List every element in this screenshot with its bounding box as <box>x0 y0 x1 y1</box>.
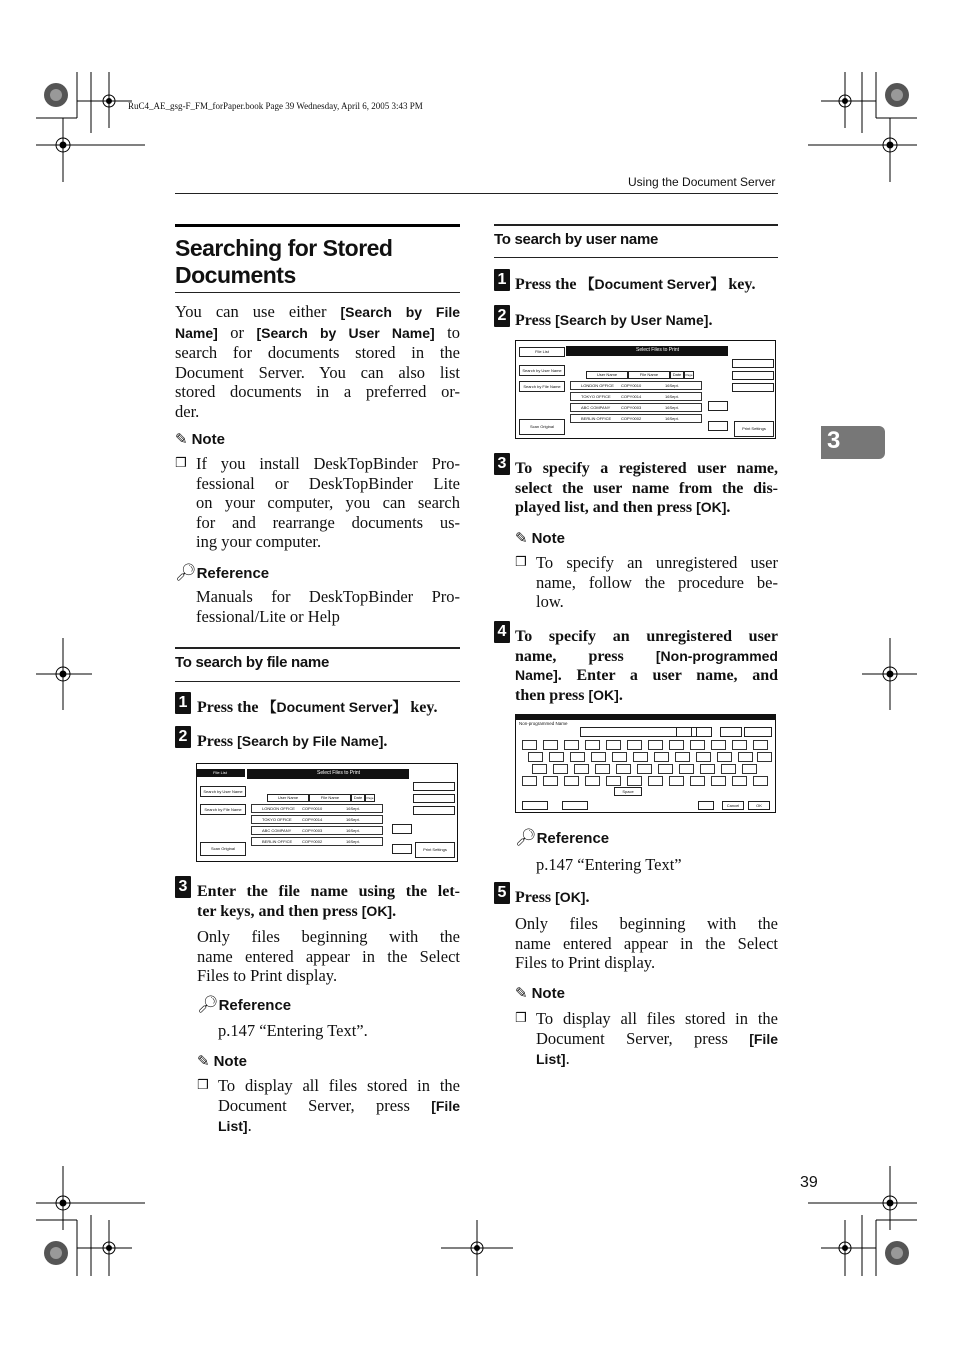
reference-block-1: 🔎︎Reference <box>175 563 270 582</box>
print-info: RuC4_AE_gsg-F_FM_forPaper.book Page 39 Wednesday, April 6, 2005 3:43 PM <box>128 101 423 111</box>
step-number: 1 <box>494 269 510 291</box>
note-block-1: ✎ Note <box>175 431 225 448</box>
note1-text: If you install DeskTopBinder Pro- fessional or DeskTopBinder Lite on your computer, you can search for and rearrange documents us- ing your computer. <box>196 454 460 552</box>
keyboard-screen: Non-programmed Name Space Cancel OK <box>515 714 776 813</box>
pencil-icon: ✎ <box>515 986 528 1002</box>
pencil-icon: ✎ <box>197 1054 210 1070</box>
note-block-4: ✎ Note <box>515 985 565 1002</box>
note-block-3: ✎ Note <box>515 530 565 547</box>
note-block-2: ✎ Note <box>197 1053 247 1070</box>
checkbox-bullet-icon: ❒ <box>515 1011 527 1026</box>
file-step-2: Press [Search by File Name]. <box>197 733 388 750</box>
user-step-1: Press the 【Document Server】 key. <box>515 276 756 293</box>
user-section-rule-bottom <box>494 257 778 258</box>
user-step-4: To specify an unregistered user name, press [Non-programmed Name]. Enter a user name, and then press [OK]. <box>515 628 778 704</box>
user-note-text: To specify an unregistered user name, follow the procedure be- low. <box>536 553 778 612</box>
step-number: 5 <box>494 882 510 904</box>
user-step-5: Press [OK]. <box>515 889 590 906</box>
select-files-screen-file: File List Select Files to Print Search by User Name Search by File Name Scan Original User Name File Name Date Page LONDON OFFICE COPY0010 16Sept. TOKYO OFFICE COPY0014 16Sept. ABC COMPANY COPY0003 16Sept. BERLIN OFFICE COPY0002 16Sept. Print Settings <box>196 763 458 862</box>
file-section-heading: To search by file name <box>175 654 330 671</box>
magnifier-icon: 🔎︎ <box>515 828 537 847</box>
file-reference-text: p.147 “Entering Text”. <box>218 1021 368 1040</box>
user-step-2: Press [Search by User Name]. <box>515 312 713 329</box>
pencil-icon: ✎ <box>175 432 188 448</box>
reference-block-2: 🔎︎Reference <box>197 995 292 1014</box>
chapter-tab: 3 <box>821 426 885 459</box>
file-section-rule-top <box>175 647 460 649</box>
search-by-user-key: [Search by User Name] <box>256 324 435 341</box>
magnifier-icon: 🔎︎ <box>197 995 219 1014</box>
step-number: 3 <box>175 876 191 898</box>
search-by-file-key: [Search by File <box>340 304 461 320</box>
magnifier-icon: 🔎︎ <box>175 563 197 582</box>
step-number: 2 <box>175 726 191 748</box>
file-section-rule-bottom <box>175 681 460 682</box>
user-step-3: To specify a registered user name, select the user name from the dis- played list, and then press [OK]. <box>515 460 778 517</box>
file-step-3-body: Only files beginning with the name entered appear in the Select Files to Print display. <box>197 927 460 986</box>
select-files-screen-user: Select Files to Print File List Search by User Name Search by File Name Scan Original User Name File Name Date Page LONDON OFFICE COPY0010 16Sept. TOKYO OFFICE COPY0014 16Sept. ABC COMPANY COPY0003 16Sept. BERLIN OFFICE COPY0002 16Sept. Print Settings <box>515 340 776 439</box>
file-step-1: Press the 【Document Server】 key. <box>197 699 438 716</box>
user-note2-text: To display all files stored in the Document Server, press [File List]. <box>536 1009 778 1069</box>
user-section-rule-top <box>494 224 778 226</box>
page-number: 39 <box>800 1174 818 1191</box>
checkbox-bullet-icon: ❒ <box>515 555 527 570</box>
step-number: 3 <box>494 453 510 475</box>
file-note-text: To display all files stored in the Document Server, press [File List]. <box>218 1076 460 1136</box>
reference1-text: Manuals for DeskTopBinder Pro- fessional/Lite or Help <box>196 587 460 626</box>
user-step-5-body: Only files beginning with the name entered appear in the Select Files to Print display. <box>515 914 778 973</box>
page-title: Searching for Stored Documents <box>175 224 460 289</box>
step-number: 4 <box>494 621 510 643</box>
header-rule <box>175 193 778 194</box>
user-section-heading: To search by user name <box>494 231 659 248</box>
pencil-icon: ✎ <box>515 531 528 547</box>
step-number: 1 <box>175 692 191 714</box>
reference-block-3: 🔎︎Reference <box>515 828 610 847</box>
user-reference-text: p.147 “Entering Text” <box>536 855 682 874</box>
checkbox-bullet-icon: ❒ <box>197 1078 209 1093</box>
title-rule <box>175 292 460 293</box>
step-number: 2 <box>494 305 510 327</box>
running-head: Using the Document Server <box>628 175 776 189</box>
file-step-3: Enter the file name using the let- ter keys, and then press [OK]. <box>197 883 460 920</box>
checkbox-bullet-icon: ❒ <box>175 456 187 471</box>
intro-paragraph: You can use either [Search by File Name] or [Search by User Name] to search for documents stored in the Document Server. You can also list stored documents in a preferred or- der. <box>175 302 461 421</box>
